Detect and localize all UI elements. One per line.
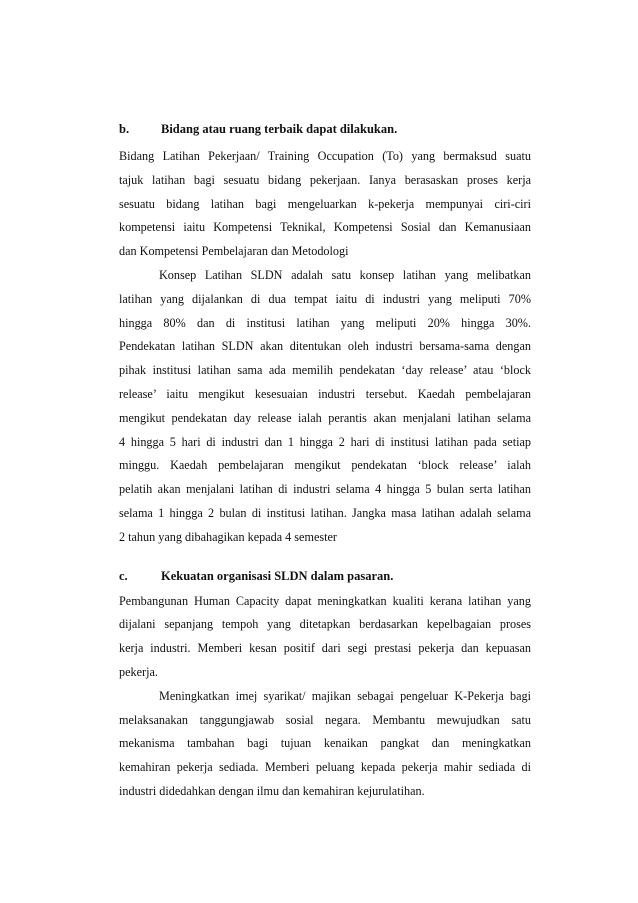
section-gap xyxy=(119,550,531,568)
section-heading-b xyxy=(119,121,531,137)
text-line: selama 1 hingga 2 bulan di institusi latihan. Jangka masa latihan adalah selama xyxy=(119,505,531,520)
text-line: pekerja. xyxy=(119,664,158,679)
section-marker: b. xyxy=(119,122,130,136)
section-marker: c. xyxy=(119,568,128,583)
text-line: hingga 80% dan di institusi latihan yang meliputi 20% hingga 30%. xyxy=(119,315,531,330)
document-body xyxy=(119,121,531,804)
text-line: 4 hingga 5 hari di industri dan 1 hingga 2 hari di institusi latihan pada setiap xyxy=(119,434,531,449)
text-line: release’ iaitu mengikut kesesuaian industri tersebut. Kaedah pembelajaran xyxy=(119,386,531,401)
text-line: latihan yang dijalankan di dua tempat iaitu di industri yang meliputi 70% xyxy=(119,291,531,306)
text-line: melaksanakan tanggungjawab sosial negara. Membantu mewujudkan satu xyxy=(119,712,531,727)
text-line: kemahiran pekerja sediada. Memberi peluang kepada pekerja mahir sediada di xyxy=(119,760,531,775)
text-line: pelatih akan menjalani latihan di industri selama 4 hingga 5 bulan serta latihan xyxy=(119,482,531,497)
paragraph xyxy=(119,685,531,804)
text-line: Meningkatkan imej syarikat/ majikan sebagai pengeluar K-Pekerja bagi xyxy=(159,688,531,703)
text-line: kompetensi iaitu Kompetensi Teknikal, Kompetensi Sosial dan Kemanusiaan xyxy=(119,220,531,235)
text-line: Pendekatan latihan SLDN akan ditentukan oleh industri bersama-sama dengan xyxy=(119,339,531,354)
text-line: tajuk latihan bagi sesuatu bidang pekerjaan. Ianya berasaskan proses kerja xyxy=(119,172,531,187)
text-line: Bidang Latihan Pekerjaan/ Training Occupation (To) yang bermaksud suatu xyxy=(119,149,531,163)
text-line: pihak institusi latihan sama ada memilih pendekatan ‘day release’ atau ‘block xyxy=(119,363,531,378)
text-line: mengikut pendekatan day release ialah perantis akan menjalani latihan selama xyxy=(119,410,531,425)
paragraph xyxy=(119,145,531,264)
section-heading-c xyxy=(119,568,531,584)
text-line: Pembangunan Human Capacity dapat meningkatkan kualiti kerana latihan yang xyxy=(119,593,531,608)
text-line: dan Kompetensi Pembelajaran dan Metodologi xyxy=(119,244,349,259)
paragraph xyxy=(119,264,531,550)
text-line: 2 tahun yang dibahagikan kepada 4 semester xyxy=(119,529,337,544)
text-line: dijalani sepanjang tempoh yang ditetapkan berdasarkan kepelbagaian proses xyxy=(119,617,531,632)
text-line: mekanisma tambahan bagi tujuan kenaikan pangkat dan meningkatkan xyxy=(119,736,531,751)
text-line: kerja industri. Memberi kesan positif dari segi prestasi pekerja dan kepuasan xyxy=(119,641,531,656)
paragraph xyxy=(119,590,531,685)
section-title: Bidang atau ruang terbaik dapat dilakukan. xyxy=(161,122,398,136)
text-line: minggu. Kaedah pembelajaran mengikut pendekatan ‘block release’ ialah xyxy=(119,458,531,473)
text-line: sesuatu bidang latihan bagi mengeluarkan k-pekerja mempunyai ciri-ciri xyxy=(119,196,531,211)
text-line: Konsep Latihan SLDN adalah satu konsep latihan yang melibatkan xyxy=(159,267,531,282)
section-title: Kekuatan organisasi SLDN dalam pasaran. xyxy=(161,568,394,583)
text-line: industri didedahkan dengan ilmu dan kemahiran kejurulatihan. xyxy=(119,783,425,798)
